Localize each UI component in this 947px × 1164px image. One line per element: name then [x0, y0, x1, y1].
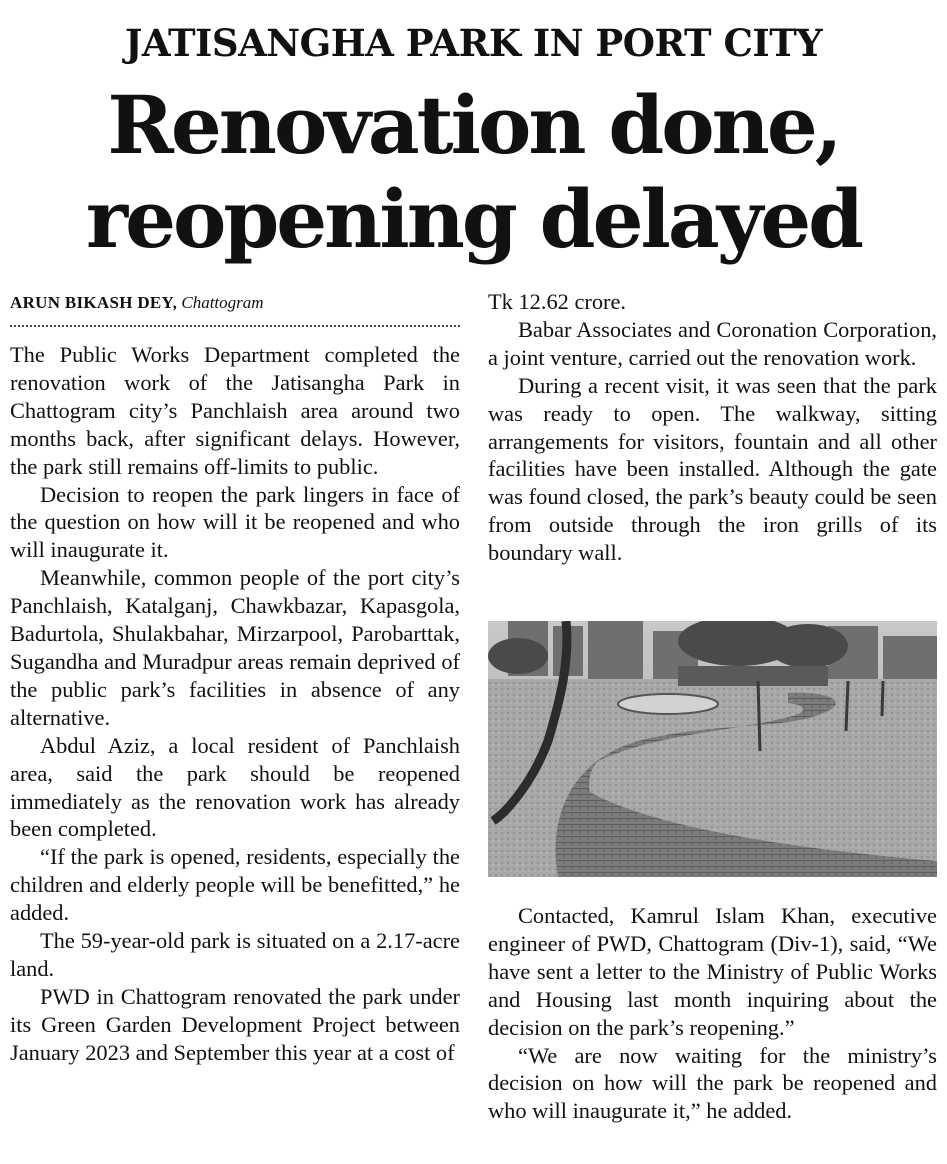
paragraph: Decision to reopen the park lingers in face of the question on how will it be reopened and who will inaugurate it.	[10, 481, 460, 563]
byline-name: ARUN BIKASH DEY,	[10, 293, 178, 312]
paragraph: The 59-year-old park is situated on a 2.17-acre land.	[10, 928, 460, 981]
kicker: JATISANGHA PARK IN PORT CITY	[124, 21, 823, 65]
byline	[10, 292, 460, 314]
headline-line-2: reopening delayed	[85, 172, 862, 266]
paragraph: Babar Associates and Coronation Corporation, a joint venture, carried out the renovation work.	[488, 316, 937, 370]
park-photo	[488, 621, 937, 877]
article-column-left	[10, 341, 460, 1067]
paragraph: PWD in Chattogram renovated the park under its Green Garden Development Project between January 2023 and September this year at a cost of	[10, 983, 460, 1065]
paragraph: During a recent visit, it was seen that the park was ready to open. The walkway, sitting arrangements for visitors, fountain and all other facilities have been installed. Although the gate was found closed, the park’s beauty could be seen from outside through the iron grills of its boundary wall.	[488, 372, 937, 566]
paragraph: Abdul Aziz, a local resident of Panchlaish area, said the park should be reopened immediately as the renovation work has already been completed.	[10, 732, 460, 842]
paragraph: “We are now waiting for the ministry’s decision on how will the park be reopened and who will inaugurate it,” he added.	[488, 1042, 937, 1124]
photo-sapling	[846, 681, 848, 731]
photo-sapling	[882, 681, 883, 716]
photo-fountain	[618, 694, 718, 714]
paragraph: Meanwhile, common people of the port city’s Panchlaish, Katalganj, Chawkbazar, Kapasgola, Badurtola, Shulakbahar, Mirzarpool, Parobarttak, Sugandha and Muradpur areas remain deprived of the public park’s facilities in absence of any alternative.	[10, 565, 460, 730]
paragraph: Tk 12.62 crore.	[488, 289, 627, 314]
byline-divider	[10, 325, 460, 327]
byline-location: Chattogram	[181, 293, 264, 312]
article-column-right-top	[488, 288, 937, 567]
headline	[0, 78, 947, 266]
photo-boundary-wall	[678, 666, 828, 686]
park-photo-icon	[488, 621, 937, 877]
article-column-right-bottom	[488, 902, 937, 1125]
paragraph: Contacted, Kamrul Islam Khan, executive engineer of PWD, Chattogram (Div-1), said, “We have sent a letter to the Ministry of Public Works and Housing last month inquiring about the decision on the park’s reopening.”	[488, 903, 937, 1040]
photo-sapling	[758, 681, 760, 751]
paragraph: “If the park is opened, residents, especially the children and elderly people will be benefitted,” he added.	[10, 844, 460, 926]
paragraph: The Public Works Department completed the renovation work of the Jatisangha Park in Chattogram city’s Panchlaish area around two months back, after significant delays. However, the park still remains off-limits to public.	[10, 342, 460, 479]
headline-line-1: Renovation done,	[107, 78, 840, 172]
